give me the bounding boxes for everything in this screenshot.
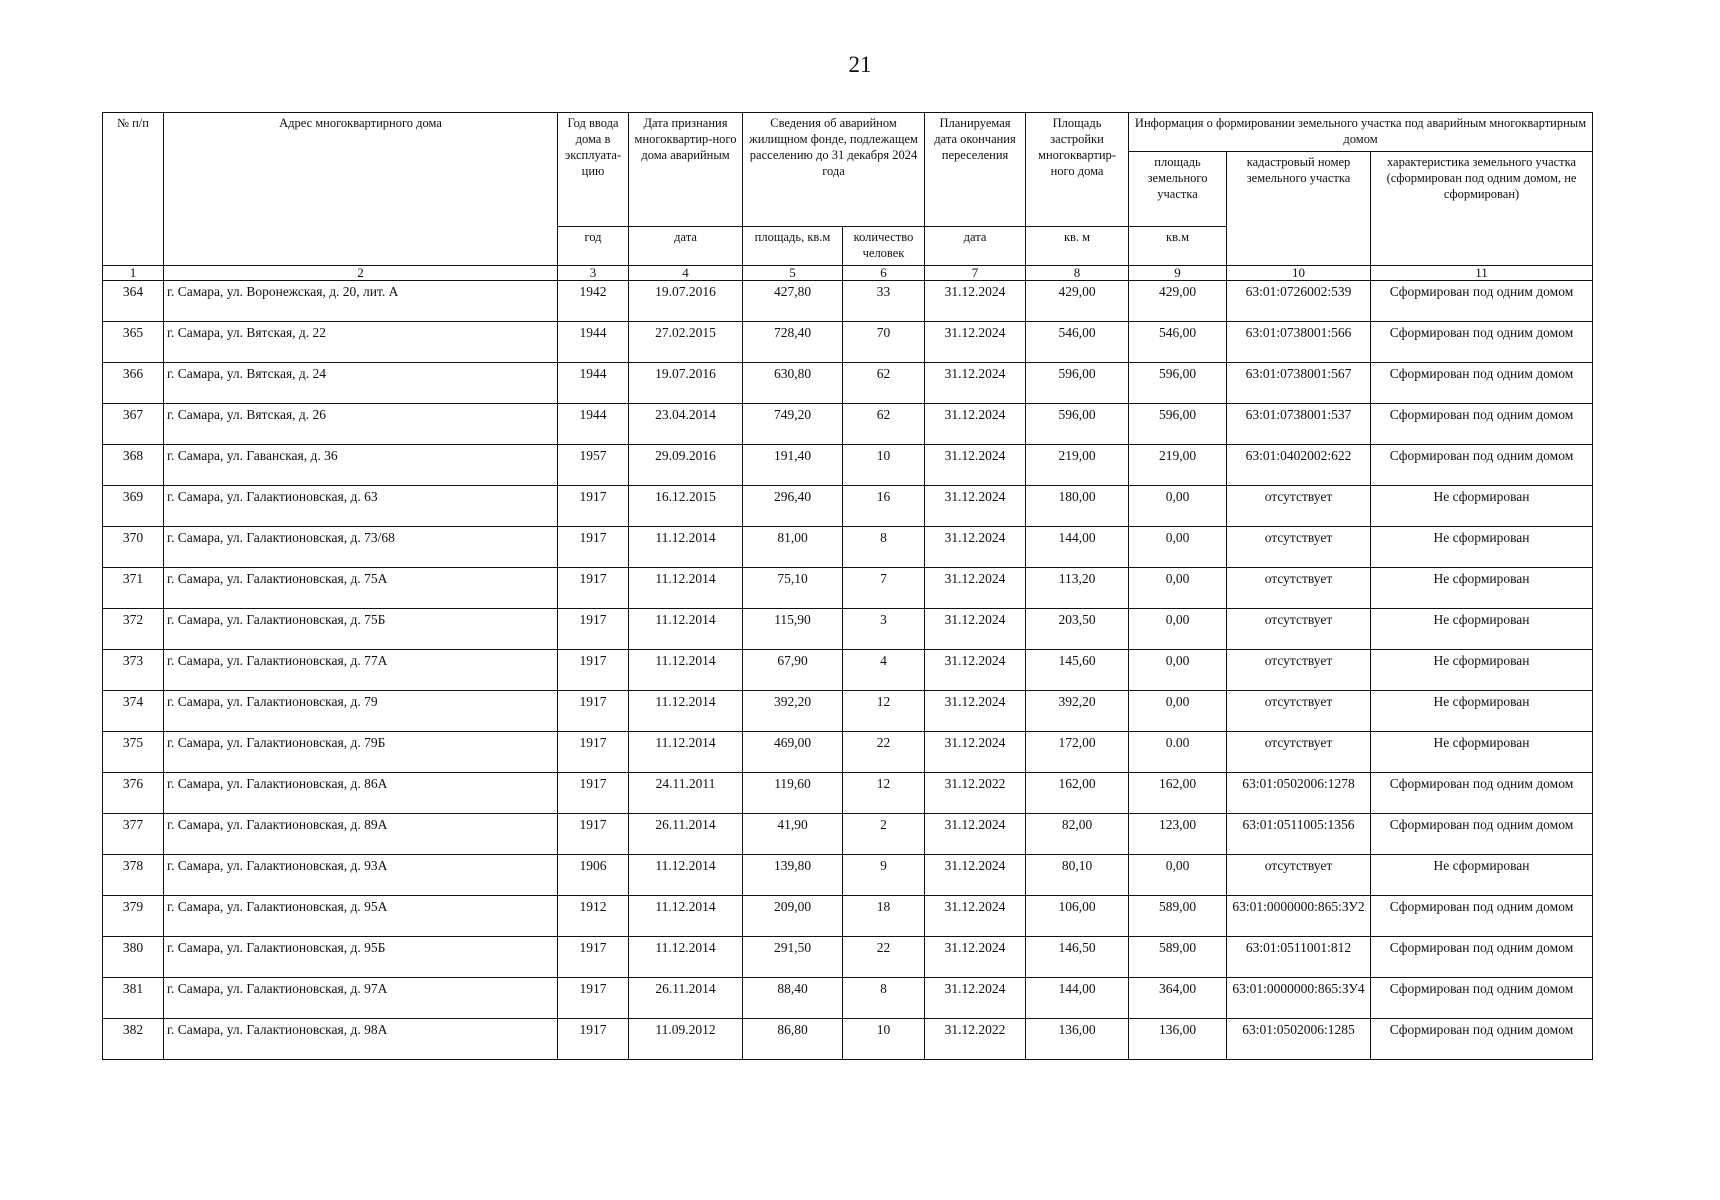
- row-land-area: 0,00: [1129, 691, 1227, 732]
- row-emergency-date: 11.12.2014: [629, 732, 743, 773]
- row-cadastre: 63:01:0000000:865:ЗУ4: [1227, 978, 1371, 1019]
- row-built-area: 162,00: [1026, 773, 1129, 814]
- row-year: 1917: [558, 1019, 629, 1060]
- row-year: 1944: [558, 322, 629, 363]
- row-number: 364: [103, 281, 164, 322]
- table-row: [103, 322, 1593, 363]
- row-cadastre: 63:01:0402002:622: [1227, 445, 1371, 486]
- column-number: 10: [1227, 266, 1371, 281]
- row-people: 22: [843, 732, 925, 773]
- row-year: 1906: [558, 855, 629, 896]
- row-cadastre: 63:01:0000000:865:ЗУ2: [1227, 896, 1371, 937]
- row-area: 67,90: [743, 650, 843, 691]
- row-number: 368: [103, 445, 164, 486]
- row-address: г. Самара, ул. Вятская, д. 22: [164, 322, 558, 363]
- table-header: [103, 113, 1593, 281]
- row-year: 1944: [558, 363, 629, 404]
- row-land-area: 0,00: [1129, 568, 1227, 609]
- row-address: г. Самара, ул. Воронежская, д. 20, лит. А: [164, 281, 558, 322]
- row-cadastre: 63:01:0511005:1356: [1227, 814, 1371, 855]
- header-number: № п/п: [103, 113, 164, 266]
- row-cadastre: 63:01:0502006:1285: [1227, 1019, 1371, 1060]
- unit-year: год: [558, 227, 629, 266]
- row-planned-date: 31.12.2024: [925, 363, 1026, 404]
- row-emergency-date: 11.12.2014: [629, 855, 743, 896]
- row-people: 62: [843, 363, 925, 404]
- row-area: 749,20: [743, 404, 843, 445]
- row-address: г. Самара, ул. Галактионовская, д. 73/68: [164, 527, 558, 568]
- row-planned-date: 31.12.2022: [925, 773, 1026, 814]
- column-number: 5: [743, 266, 843, 281]
- column-number: 7: [925, 266, 1026, 281]
- row-address: г. Самара, ул. Галактионовская, д. 79Б: [164, 732, 558, 773]
- row-number: 372: [103, 609, 164, 650]
- table-row: [103, 650, 1593, 691]
- row-land-status: Сформирован под одним домом: [1371, 404, 1593, 445]
- row-land-status: Не сформирован: [1371, 609, 1593, 650]
- row-land-status: Сформирован под одним домом: [1371, 363, 1593, 404]
- row-built-area: 596,00: [1026, 404, 1129, 445]
- row-planned-date: 31.12.2024: [925, 855, 1026, 896]
- row-address: г. Самара, ул. Галактионовская, д. 95А: [164, 896, 558, 937]
- row-planned-date: 31.12.2024: [925, 445, 1026, 486]
- row-year: 1957: [558, 445, 629, 486]
- table-row: [103, 281, 1593, 322]
- row-emergency-date: 11.12.2014: [629, 691, 743, 732]
- row-address: г. Самара, ул. Вятская, д. 24: [164, 363, 558, 404]
- column-number: 9: [1129, 266, 1227, 281]
- row-built-area: 113,20: [1026, 568, 1129, 609]
- row-area: 41,90: [743, 814, 843, 855]
- column-number: 3: [558, 266, 629, 281]
- row-people: 18: [843, 896, 925, 937]
- row-planned-date: 31.12.2024: [925, 691, 1026, 732]
- unit-date: дата: [629, 227, 743, 266]
- row-land-status: Не сформирован: [1371, 527, 1593, 568]
- table-row: [103, 814, 1593, 855]
- row-cadastre: 63:01:0738001:566: [1227, 322, 1371, 363]
- row-planned-date: 31.12.2024: [925, 281, 1026, 322]
- row-number: 365: [103, 322, 164, 363]
- row-built-area: 106,00: [1026, 896, 1129, 937]
- row-people: 16: [843, 486, 925, 527]
- row-people: 62: [843, 404, 925, 445]
- row-area: 88,40: [743, 978, 843, 1019]
- row-area: 427,80: [743, 281, 843, 322]
- row-land-status: Сформирован под одним домом: [1371, 896, 1593, 937]
- row-planned-date: 31.12.2024: [925, 650, 1026, 691]
- table-row: [103, 732, 1593, 773]
- row-year: 1942: [558, 281, 629, 322]
- row-built-area: 144,00: [1026, 527, 1129, 568]
- row-area: 291,50: [743, 937, 843, 978]
- row-year: 1912: [558, 896, 629, 937]
- row-built-area: 546,00: [1026, 322, 1129, 363]
- row-cadastre: отсутствует: [1227, 486, 1371, 527]
- row-land-status: Не сформирован: [1371, 732, 1593, 773]
- row-land-area: 596,00: [1129, 404, 1227, 445]
- row-cadastre: отсутствует: [1227, 527, 1371, 568]
- row-land-status: Не сформирован: [1371, 855, 1593, 896]
- row-people: 2: [843, 814, 925, 855]
- row-year: 1917: [558, 609, 629, 650]
- row-land-area: 0,00: [1129, 486, 1227, 527]
- row-area: 81,00: [743, 527, 843, 568]
- row-land-area: 0,00: [1129, 650, 1227, 691]
- row-land-status: Не сформирован: [1371, 691, 1593, 732]
- row-area: 469,00: [743, 732, 843, 773]
- row-year: 1917: [558, 527, 629, 568]
- row-built-area: 80,10: [1026, 855, 1129, 896]
- column-number: 2: [164, 266, 558, 281]
- row-built-area: 219,00: [1026, 445, 1129, 486]
- row-address: г. Самара, ул. Галактионовская, д. 77А: [164, 650, 558, 691]
- row-cadastre: отсутствует: [1227, 732, 1371, 773]
- row-people: 33: [843, 281, 925, 322]
- row-cadastre: 63:01:0511001:812: [1227, 937, 1371, 978]
- row-year: 1917: [558, 937, 629, 978]
- row-area: 75,10: [743, 568, 843, 609]
- header-land-status: характеристика земельного участка (сформирован под одним домом, не сформирован): [1371, 152, 1593, 266]
- row-planned-date: 31.12.2024: [925, 404, 1026, 445]
- unit-people: количество человек: [843, 227, 925, 266]
- row-year: 1917: [558, 814, 629, 855]
- table-body: [103, 281, 1593, 1060]
- row-emergency-date: 19.07.2016: [629, 281, 743, 322]
- row-land-status: Сформирован под одним домом: [1371, 978, 1593, 1019]
- row-year: 1917: [558, 691, 629, 732]
- row-land-status: Не сформирован: [1371, 486, 1593, 527]
- row-number: 381: [103, 978, 164, 1019]
- row-area: 115,90: [743, 609, 843, 650]
- row-land-status: Сформирован под одним домом: [1371, 937, 1593, 978]
- unit-area: площадь, кв.м: [743, 227, 843, 266]
- row-land-status: Сформирован под одним домом: [1371, 281, 1593, 322]
- row-address: г. Самара, ул. Галактионовская, д. 95Б: [164, 937, 558, 978]
- row-cadastre: 63:01:0502006:1278: [1227, 773, 1371, 814]
- header-emergency-date: Дата признания многоквартир-ного дома аварийным: [629, 113, 743, 227]
- row-area: 296,40: [743, 486, 843, 527]
- row-number: 382: [103, 1019, 164, 1060]
- row-people: 7: [843, 568, 925, 609]
- column-number: 11: [1371, 266, 1593, 281]
- row-emergency-date: 11.12.2014: [629, 937, 743, 978]
- row-address: г. Самара, ул. Галактионовская, д. 79: [164, 691, 558, 732]
- row-number: 373: [103, 650, 164, 691]
- row-people: 10: [843, 1019, 925, 1060]
- row-cadastre: отсутствует: [1227, 609, 1371, 650]
- row-land-area: 0,00: [1129, 609, 1227, 650]
- row-land-area: 589,00: [1129, 896, 1227, 937]
- row-built-area: 596,00: [1026, 363, 1129, 404]
- header-cadastre: кадастровый номер земельного участка: [1227, 152, 1371, 266]
- row-planned-date: 31.12.2024: [925, 814, 1026, 855]
- row-address: г. Самара, ул. Гаванская, д. 36: [164, 445, 558, 486]
- column-number: 1: [103, 266, 164, 281]
- table-row: [103, 404, 1593, 445]
- row-cadastre: отсутствует: [1227, 650, 1371, 691]
- row-cadastre: 63:01:0738001:567: [1227, 363, 1371, 404]
- row-people: 10: [843, 445, 925, 486]
- row-emergency-date: 11.12.2014: [629, 650, 743, 691]
- row-land-status: Сформирован под одним домом: [1371, 445, 1593, 486]
- row-year: 1917: [558, 978, 629, 1019]
- row-people: 8: [843, 527, 925, 568]
- row-planned-date: 31.12.2024: [925, 486, 1026, 527]
- row-area: 728,40: [743, 322, 843, 363]
- row-address: г. Самара, ул. Галактионовская, д. 75Б: [164, 609, 558, 650]
- row-emergency-date: 19.07.2016: [629, 363, 743, 404]
- row-land-area: 0,00: [1129, 527, 1227, 568]
- row-built-area: 180,00: [1026, 486, 1129, 527]
- row-cadastre: отсутствует: [1227, 855, 1371, 896]
- row-address: г. Самара, ул. Галактионовская, д. 63: [164, 486, 558, 527]
- table-row: [103, 978, 1593, 1019]
- row-year: 1917: [558, 732, 629, 773]
- row-land-area: 0.00: [1129, 732, 1227, 773]
- row-emergency-date: 24.11.2011: [629, 773, 743, 814]
- row-number: 366: [103, 363, 164, 404]
- table-row: [103, 609, 1593, 650]
- row-address: г. Самара, ул. Галактионовская, д. 98А: [164, 1019, 558, 1060]
- table-row: [103, 445, 1593, 486]
- row-emergency-date: 11.09.2012: [629, 1019, 743, 1060]
- row-land-area: 136,00: [1129, 1019, 1227, 1060]
- row-area: 630,80: [743, 363, 843, 404]
- column-numbers-row: [103, 266, 1593, 281]
- row-people: 70: [843, 322, 925, 363]
- header-built-area: Площадь застройки многоквартир-ного дома: [1026, 113, 1129, 227]
- row-emergency-date: 29.09.2016: [629, 445, 743, 486]
- row-planned-date: 31.12.2024: [925, 937, 1026, 978]
- unit-plan-date: дата: [925, 227, 1026, 266]
- row-address: г. Самара, ул. Галактионовская, д. 75А: [164, 568, 558, 609]
- row-land-status: Сформирован под одним домом: [1371, 1019, 1593, 1060]
- row-land-area: 162,00: [1129, 773, 1227, 814]
- row-area: 86,80: [743, 1019, 843, 1060]
- table-row: [103, 363, 1593, 404]
- table-row: [103, 896, 1593, 937]
- row-built-area: 172,00: [1026, 732, 1129, 773]
- row-land-area: 364,00: [1129, 978, 1227, 1019]
- row-land-status: Сформирован под одним домом: [1371, 773, 1593, 814]
- row-area: 191,40: [743, 445, 843, 486]
- row-number: 379: [103, 896, 164, 937]
- row-emergency-date: 26.11.2014: [629, 978, 743, 1019]
- row-people: 3: [843, 609, 925, 650]
- row-number: 380: [103, 937, 164, 978]
- row-land-status: Не сформирован: [1371, 650, 1593, 691]
- row-planned-date: 31.12.2024: [925, 732, 1026, 773]
- row-built-area: 136,00: [1026, 1019, 1129, 1060]
- row-built-area: 145,60: [1026, 650, 1129, 691]
- row-address: г. Самара, ул. Галактионовская, д. 86А: [164, 773, 558, 814]
- row-year: 1917: [558, 773, 629, 814]
- row-built-area: 146,50: [1026, 937, 1129, 978]
- row-cadastre: отсутствует: [1227, 568, 1371, 609]
- row-area: 392,20: [743, 691, 843, 732]
- row-emergency-date: 11.12.2014: [629, 896, 743, 937]
- row-emergency-date: 23.04.2014: [629, 404, 743, 445]
- row-land-area: 219,00: [1129, 445, 1227, 486]
- row-area: 139,80: [743, 855, 843, 896]
- row-year: 1917: [558, 650, 629, 691]
- row-land-area: 123,00: [1129, 814, 1227, 855]
- emergency-housing-table: [102, 112, 1593, 1060]
- row-emergency-date: 26.11.2014: [629, 814, 743, 855]
- table-row: [103, 855, 1593, 896]
- table-row: [103, 691, 1593, 732]
- row-planned-date: 31.12.2024: [925, 896, 1026, 937]
- row-land-area: 589,00: [1129, 937, 1227, 978]
- header-address: Адрес многоквартирного дома: [164, 113, 558, 266]
- row-cadastre: отсутствует: [1227, 691, 1371, 732]
- row-built-area: 392,20: [1026, 691, 1129, 732]
- row-people: 4: [843, 650, 925, 691]
- row-number: 376: [103, 773, 164, 814]
- row-address: г. Самара, ул. Галактионовская, д. 93А: [164, 855, 558, 896]
- row-land-area: 429,00: [1129, 281, 1227, 322]
- row-cadastre: 63:01:0726002:539: [1227, 281, 1371, 322]
- row-number: 371: [103, 568, 164, 609]
- row-people: 9: [843, 855, 925, 896]
- row-built-area: 203,50: [1026, 609, 1129, 650]
- column-number: 6: [843, 266, 925, 281]
- row-emergency-date: 11.12.2014: [629, 527, 743, 568]
- row-emergency-date: 11.12.2014: [629, 609, 743, 650]
- row-number: 378: [103, 855, 164, 896]
- row-built-area: 144,00: [1026, 978, 1129, 1019]
- row-land-status: Сформирован под одним домом: [1371, 322, 1593, 363]
- row-planned-date: 31.12.2024: [925, 609, 1026, 650]
- row-number: 367: [103, 404, 164, 445]
- row-area: 209,00: [743, 896, 843, 937]
- row-emergency-date: 27.02.2015: [629, 322, 743, 363]
- table-row: [103, 568, 1593, 609]
- row-number: 369: [103, 486, 164, 527]
- row-number: 370: [103, 527, 164, 568]
- table-row: [103, 773, 1593, 814]
- row-planned-date: 31.12.2024: [925, 322, 1026, 363]
- row-emergency-date: 11.12.2014: [629, 568, 743, 609]
- row-year: 1917: [558, 486, 629, 527]
- unit-built-area: кв. м: [1026, 227, 1129, 266]
- row-people: 12: [843, 691, 925, 732]
- header-land-area: площадь земельного участка: [1129, 152, 1227, 227]
- row-number: 375: [103, 732, 164, 773]
- table-row: [103, 486, 1593, 527]
- table-row: [103, 527, 1593, 568]
- unit-land-area: кв.м: [1129, 227, 1227, 266]
- header-land-info: Информация о формировании земельного участка под аварийным многоквартирным домом: [1129, 113, 1593, 152]
- row-address: г. Самара, ул. Галактионовская, д. 97А: [164, 978, 558, 1019]
- column-number: 4: [629, 266, 743, 281]
- row-cadastre: 63:01:0738001:537: [1227, 404, 1371, 445]
- row-people: 22: [843, 937, 925, 978]
- row-planned-date: 31.12.2022: [925, 1019, 1026, 1060]
- row-land-area: 596,00: [1129, 363, 1227, 404]
- row-land-area: 0,00: [1129, 855, 1227, 896]
- row-area: 119,60: [743, 773, 843, 814]
- header-year: Год ввода дома в эксплуата-цию: [558, 113, 629, 227]
- row-number: 374: [103, 691, 164, 732]
- column-number: 8: [1026, 266, 1129, 281]
- row-planned-date: 31.12.2024: [925, 978, 1026, 1019]
- row-built-area: 82,00: [1026, 814, 1129, 855]
- row-built-area: 429,00: [1026, 281, 1129, 322]
- row-year: 1917: [558, 568, 629, 609]
- row-people: 12: [843, 773, 925, 814]
- header-housing-fund: Сведения об аварийном жилищном фонде, подлежащем расселению до 31 декабря 2024 года: [743, 113, 925, 227]
- row-number: 377: [103, 814, 164, 855]
- table-row: [103, 937, 1593, 978]
- table-row: [103, 1019, 1593, 1060]
- row-people: 8: [843, 978, 925, 1019]
- page-number: 21: [848, 52, 872, 77]
- row-address: г. Самара, ул. Галактионовская, д. 89А: [164, 814, 558, 855]
- row-land-area: 546,00: [1129, 322, 1227, 363]
- header-planned-date: Планируемая дата окончания переселения: [925, 113, 1026, 227]
- row-land-status: Не сформирован: [1371, 568, 1593, 609]
- row-emergency-date: 16.12.2015: [629, 486, 743, 527]
- row-year: 1944: [558, 404, 629, 445]
- row-address: г. Самара, ул. Вятская, д. 26: [164, 404, 558, 445]
- row-planned-date: 31.12.2024: [925, 568, 1026, 609]
- row-land-status: Сформирован под одним домом: [1371, 814, 1593, 855]
- row-planned-date: 31.12.2024: [925, 527, 1026, 568]
